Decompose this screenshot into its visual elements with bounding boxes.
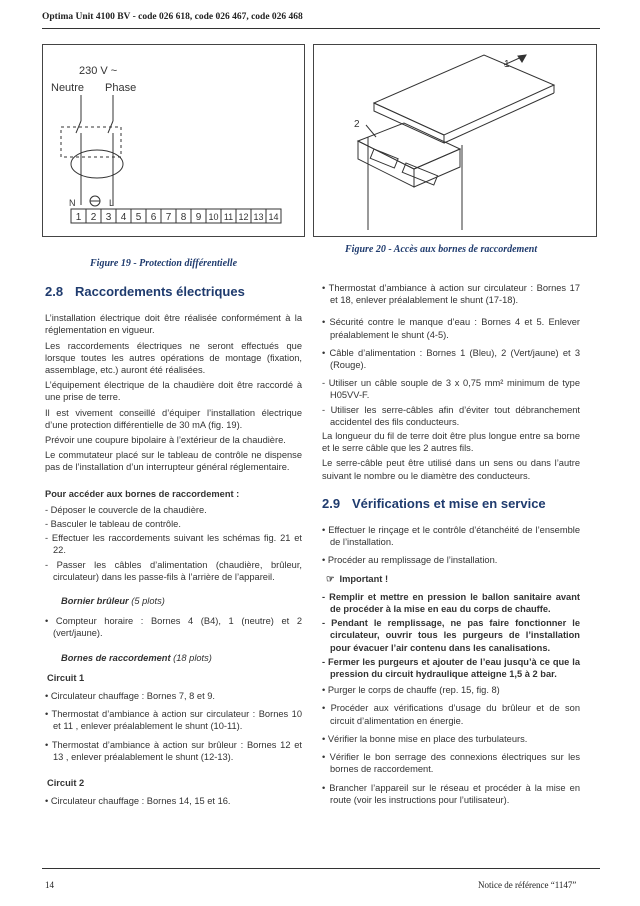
- paragraph: Les raccordements électriques ne seront effectués que lorsque toutes les autres opérations de montage (fixation, assemblage, etc.) auront été réalisées.: [45, 340, 302, 376]
- terminal-number: 14: [268, 212, 279, 222]
- access-step: - Passer les câbles d’alimentation (chaudière, brûleur, circulateur) dans les passe-fils à l’arrière de l’appareil.: [45, 559, 302, 582]
- paragraph: Il est vivement conseillé d’équiper l’installation électrique d’une protection différentielle de 30 mA (fig. 19).: [45, 407, 302, 430]
- bornier-item: • Compteur horaire : Bornes 4 (B4), 1 (neutre) et 2 (vert/jaune).: [45, 616, 302, 639]
- terminal-number: 10: [208, 212, 219, 222]
- bornier-heading: [61, 595, 302, 607]
- connection-item: • Sécurité contre le manque d’eau : Bornes 4 et 5. Enlever préalablement le shunt (4-5).: [322, 317, 580, 340]
- terminal-number: 2: [90, 212, 97, 223]
- section-number: 2.8: [45, 284, 64, 299]
- circuit-1-item: • Thermostat d’ambiance à action sur circulateur : Bornes 10 et 11 , enlever préalablement le shunt (10-11).: [45, 709, 302, 732]
- paragraph: Le serre-câble peut être utilisé dans un sens ou dans l’autre suivant le nombre ou le diamètre des conducteurs.: [322, 458, 580, 481]
- paragraph: L’équipement électrique de la chaudière doit être raccordé à une prise de terre.: [45, 380, 302, 403]
- left-column: [45, 286, 302, 814]
- cable-note: - Utiliser les serre-câbles afin d’éviter tout débranchement accidentel des fils conducteurs.: [322, 404, 580, 427]
- differential-protection-schematic: [43, 45, 306, 238]
- terminal-number: 9: [195, 212, 202, 223]
- figure-19-diagram: [42, 44, 305, 237]
- terminal-number: 3: [105, 212, 112, 223]
- terminal-number: 1: [75, 212, 82, 223]
- n-label: N: [69, 198, 76, 208]
- access-title: Pour accéder aux bornes de raccordement :: [45, 488, 240, 499]
- right-column: [322, 282, 580, 812]
- check-item: • Vérifier le bon serrage des connexions électriques sur les bornes de raccordement.: [322, 752, 580, 775]
- section-2-8-heading: [45, 286, 302, 298]
- paragraph: Prévoir une coupure bipolaire à l’extérieur de la chaudière.: [45, 435, 286, 446]
- cable-note: - Utiliser un câble souple de 3 x 0,75 mm² minimum de type H05VV-F.: [322, 378, 580, 401]
- figure-20-label-2: 2: [354, 119, 360, 130]
- section-title: Vérifications et mise en service: [352, 495, 546, 511]
- page-header: Optima Unit 4100 BV - code 026 618, code 026 467, code 026 468: [42, 12, 303, 22]
- important-step: - Fermer les purgeurs et ajouter de l’eau jusqu’à ce que la pression du circuit hydraulique atteigne 1,5 à 2 bar.: [322, 656, 580, 680]
- paragraph: Le commutateur placé sur le tableau de contrôle ne dispense pas de l’installation d’un interrupteur général réglementaire.: [45, 450, 302, 473]
- bornes-heading: [61, 652, 302, 664]
- bornier-title: Bornier brûleur: [61, 596, 129, 607]
- figure-20-illustration: [313, 44, 597, 237]
- circuit-1-item: • Circulateur chauffage : Bornes 7, 8 et 9.: [45, 691, 216, 702]
- section-title: Raccordements électriques: [75, 284, 245, 299]
- terminal-number: 5: [135, 212, 142, 223]
- circuit-1-item: • Thermostat d’ambiance à action sur brûleur : Bornes 12 et 13 , enlever préalablement le shunt (12-13).: [45, 739, 302, 762]
- paragraph: L’installation électrique doit être réalisée conformément à la réglementation en vigueur.: [45, 313, 302, 336]
- connection-item: • Câble d’alimentation : Bornes 1 (Bleu), 2 (Vert/jaune) et 3 (Rouge).: [322, 347, 580, 371]
- figure-20-label-1: 1: [504, 59, 510, 70]
- paragraph: La longueur du fil de terre doit être plus longue entre sa borne et le serre câble que les 2 autres fils.: [322, 431, 580, 454]
- connection-item: • Thermostat d’ambiance à action sur circulateur : Bornes 17 et 18, enlever préalablement le shunt (17-18).: [322, 283, 580, 306]
- important-note: [326, 573, 580, 585]
- important-step: - Pendant le remplissage, ne pas faire fonctionner le circulateur, ouvrir tous les purgeurs de l’installation pour évacuer l’air contenu dans les canalisations.: [322, 618, 580, 653]
- check-item: • Effectuer le rinçage et le contrôle d’étanchéité de l’ensemble de l’installation.: [322, 525, 580, 548]
- phase-label: Phase: [105, 82, 137, 94]
- figure-19-caption: Figure 19 - Protection différentielle: [90, 258, 238, 269]
- check-item: • Procéder aux vérifications d’usage du brûleur et de son circuit d’alimentation en énergie.: [322, 703, 580, 726]
- terminal-number: 13: [253, 212, 264, 222]
- figure-20-caption: Figure 20 - Accès aux bornes de raccordement: [345, 244, 538, 255]
- neutre-label: Neutre: [51, 82, 85, 94]
- check-item: • Vérifier la bonne mise en place des turbulateurs.: [322, 733, 528, 744]
- check-item: • Procéder au remplissage de l’installation.: [322, 555, 498, 566]
- section-2-9-heading: [322, 495, 580, 511]
- terminal-number: 7: [165, 212, 172, 223]
- bornes-title: Bornes de raccordement: [61, 652, 171, 663]
- circuit-2-item: • Circulateur chauffage : Bornes 14, 15 et 16.: [45, 796, 231, 807]
- section-number: 2.9: [322, 495, 341, 511]
- footer-rule: [42, 868, 600, 869]
- check-item: • Purger le corps de chauffe (rep. 15, fig. 8): [322, 685, 500, 696]
- bornier-note: (5 plots): [128, 596, 165, 607]
- voltage-label: 230 V ~: [79, 65, 118, 77]
- important-step: - Remplir et mettre en pression le ballon sanitaire avant de procéder à la mise en eau du corps de chauffe.: [322, 591, 580, 615]
- terminal-number: 4: [120, 212, 127, 223]
- check-item: • Brancher l’appareil sur le réseau et procéder à la mise en route (voir les instructions pour l’utilisateur).: [322, 782, 580, 805]
- terminal-strip: [71, 209, 281, 223]
- boiler-access-drawing: [314, 45, 598, 238]
- access-step: - Effectuer les raccordements suivant les schémas fig. 21 et 22.: [45, 533, 302, 556]
- page-number: 14: [45, 880, 54, 890]
- terminal-number: 11: [223, 212, 234, 222]
- bornes-note: (18 plots): [170, 652, 212, 663]
- access-step: - Déposer le couvercle de la chaudière.: [45, 504, 207, 515]
- reference-note: Notice de référence “1147”: [478, 880, 577, 890]
- circuit-1-heading: Circuit 1: [47, 672, 85, 683]
- l-label: L: [109, 198, 115, 208]
- important-label: Important !: [339, 573, 389, 584]
- pointing-hand-icon: ☞: [326, 573, 335, 584]
- terminal-number: 12: [238, 212, 249, 222]
- circuit-2-heading: Circuit 2: [47, 778, 85, 789]
- header-rule: [42, 28, 600, 29]
- access-step: - Basculer le tableau de contrôle.: [45, 519, 181, 530]
- terminal-number: 8: [180, 212, 187, 223]
- terminal-number: 6: [150, 212, 157, 223]
